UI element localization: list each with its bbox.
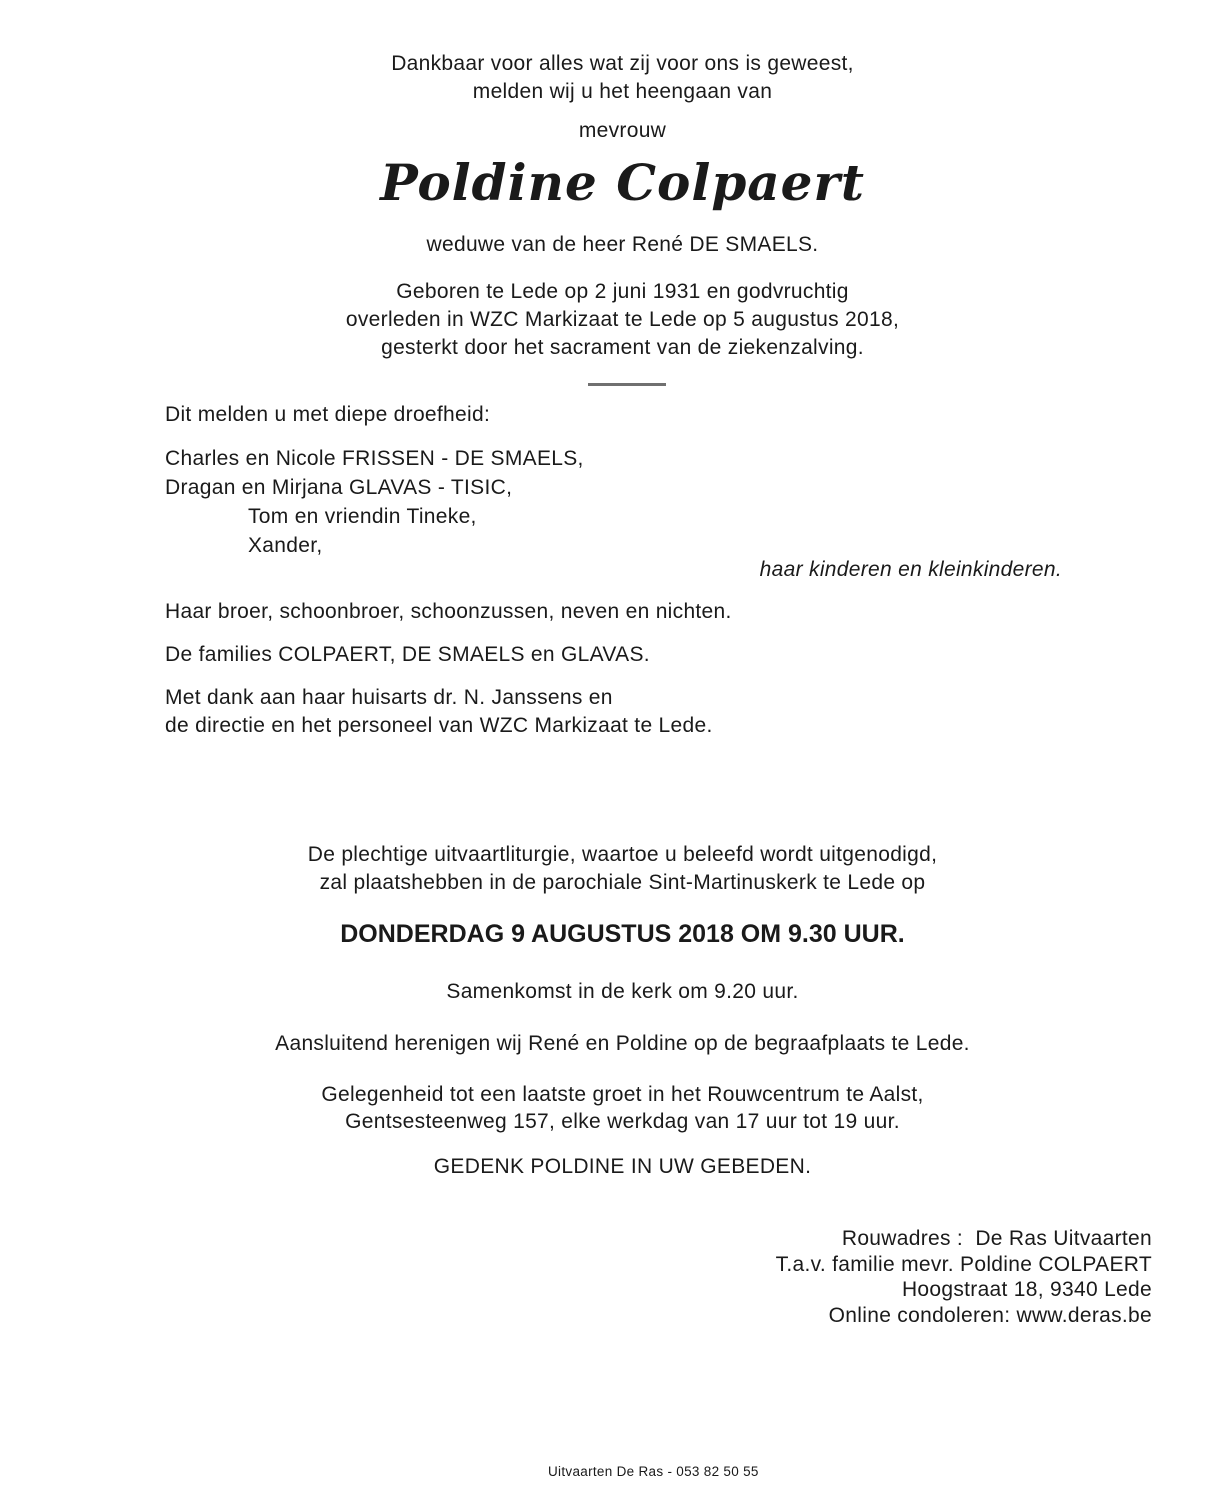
gathering-line: Samenkomst in de kerk om 9.20 uur. bbox=[446, 980, 799, 1003]
thanks-paragraph bbox=[165, 684, 713, 740]
remembrance-line: GEDENK POLDINE IN UW GEBEDEN. bbox=[433, 1155, 812, 1178]
visitation-line-1: Gelegenheid tot een laatste groet in het Rouwcentrum te Aalst, bbox=[321, 1083, 924, 1106]
mourning-address-line-2: T.a.v. familie mevr. Poldine COLPAERT bbox=[775, 1252, 1152, 1276]
thanks-line-1: Met dank aan haar huisarts dr. N. Janssens en bbox=[165, 686, 613, 709]
ceremony-date: DONDERDAG 9 AUGUSTUS 2018 OM 9.30 UUR. bbox=[340, 920, 905, 948]
burial-line: Aansluitend herenigen wij René en Poldine op de begraafplaats te Lede. bbox=[275, 1032, 970, 1055]
relation-note: haar kinderen en kleinkinderen. bbox=[759, 558, 1062, 581]
life-dates-paragraph bbox=[165, 278, 1080, 362]
ceremony-paragraph bbox=[165, 841, 1080, 897]
intro-line-2: melden wij u het heengaan van bbox=[472, 80, 773, 103]
visitation-line-2: Gentsesteenweg 157, elke werkdag van 17 uur tot 19 uur. bbox=[345, 1110, 900, 1133]
mourning-address-website: Online condoleren: www.deras.be bbox=[828, 1303, 1152, 1327]
footer-undertaker-info: Uitvaarten De Ras - 053 82 50 55 bbox=[548, 1464, 759, 1479]
visitation-paragraph bbox=[165, 1081, 1080, 1135]
intro-line-1: Dankbaar voor alles wat zij voor ons is geweest, bbox=[391, 52, 854, 75]
relatives-line: Haar broer, schoonbroer, schoonzussen, neven en nichten. bbox=[165, 600, 732, 623]
life-dates-line-2: overleden in WZC Markizaat te Lede op 5 augustus 2018, bbox=[345, 308, 900, 331]
family-list bbox=[165, 444, 584, 560]
families-line: De families COLPAERT, DE SMAELS en GLAVAS. bbox=[165, 643, 650, 666]
ceremony-line-1: De plechtige uitvaartliturgie, waartoe u beleefd wordt uitgenodigd, bbox=[307, 843, 938, 866]
mourning-address-block bbox=[776, 1226, 1152, 1328]
life-dates-line-1: Geboren te Lede op 2 juni 1931 en godvruchtig bbox=[396, 280, 849, 303]
family-line: Tom en vriendin Tineke, bbox=[248, 505, 477, 528]
family-line: Dragan en Mirjana GLAVAS - TISIC, bbox=[165, 476, 513, 499]
mourning-address-line-3: Hoogstraat 18, 9340 Lede bbox=[901, 1278, 1152, 1301]
mourning-address-line-1: Rouwadres : De Ras Uitvaarten bbox=[841, 1227, 1152, 1250]
widow-line: weduwe van de heer René DE SMAELS. bbox=[426, 233, 819, 256]
announcement-heading: Dit melden u met diepe droefheid: bbox=[165, 403, 491, 426]
thanks-line-2: de directie en het personeel van WZC Markizaat te Lede. bbox=[165, 714, 713, 737]
deceased-name: Poldine Colpaert bbox=[380, 153, 865, 212]
family-line: Charles en Nicole FRISSEN - DE SMAELS, bbox=[165, 447, 584, 470]
family-line: Xander, bbox=[248, 534, 323, 557]
ceremony-line-2: zal plaatshebben in de parochiale Sint-Martinuskerk te Lede op bbox=[319, 871, 926, 894]
title-prefix: mevrouw bbox=[578, 119, 667, 142]
section-divider bbox=[588, 383, 666, 386]
life-dates-line-3: gesterkt door het sacrament van de ziekenzalving. bbox=[381, 336, 864, 359]
intro-paragraph bbox=[165, 50, 1080, 106]
